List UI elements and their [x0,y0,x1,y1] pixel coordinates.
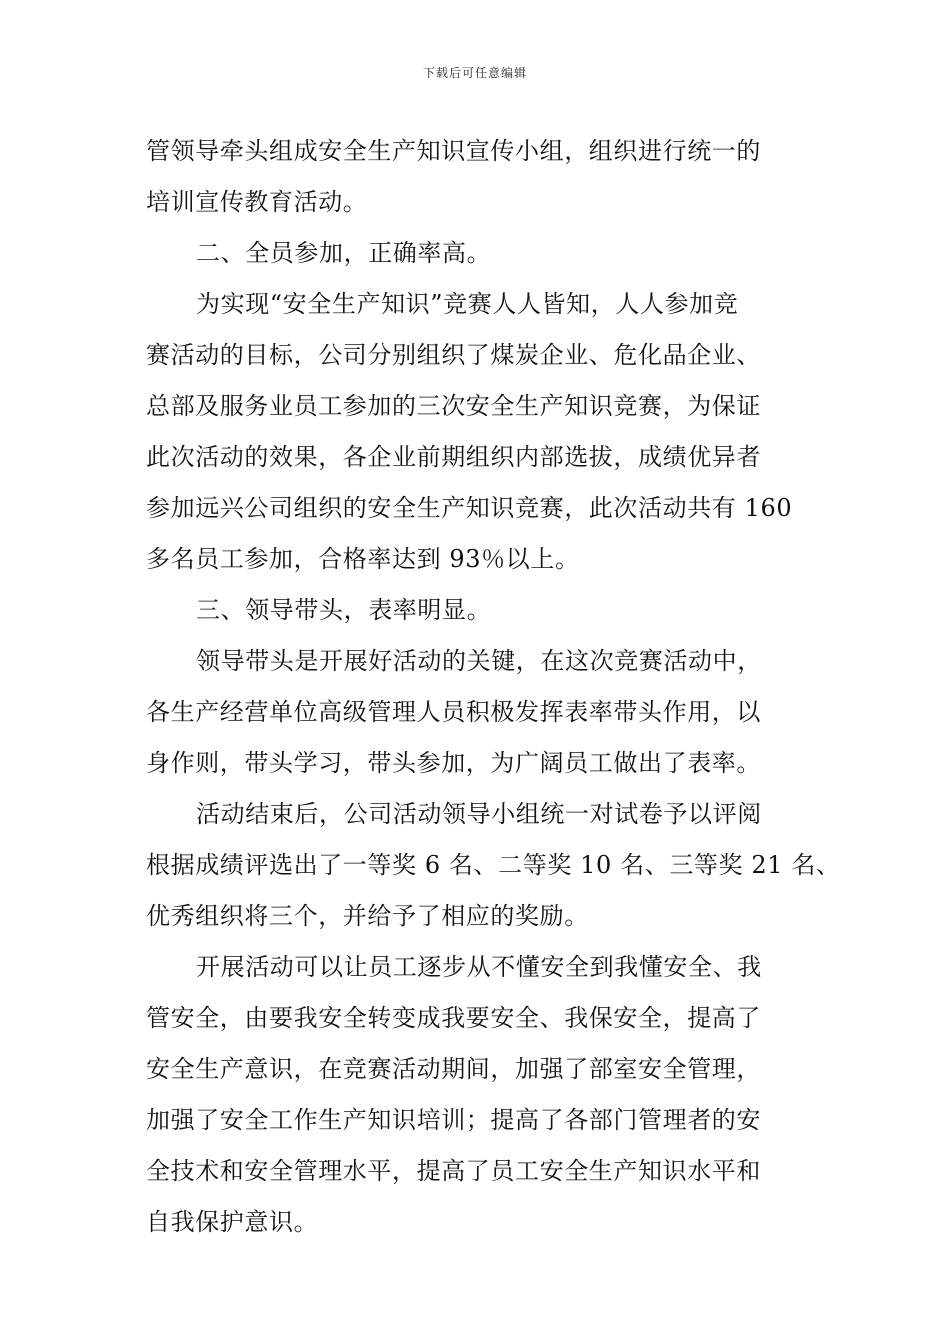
text-line: 根据成绩评选出了一等奖 6 名、二等奖 10 名、三等奖 21 名、 [146,851,841,879]
text-line: 安全生产意识，在竞赛活动期间，加强了部室安全管理， [146,1055,761,1083]
document-body [146,126,841,1248]
text-line: 身作则，带头学习，带头参加，为广阔员工做出了表率。 [146,749,761,777]
text-line: 为实现“安全生产知识”竞赛人人皆知，人人参加竞 [196,290,739,318]
section-heading-3 [146,585,836,636]
text-line: 培训宣传教育活动。 [146,188,368,216]
text-line: 二、全员参加，正确率高。 [196,239,492,267]
text-line: 此次活动的效果，各企业前期组织内部选拔，成绩优异者 [146,443,761,471]
section-heading-2 [146,228,836,279]
page-header: 下载后可任意编辑 [422,66,527,80]
text-line: 领导带头是开展好活动的关键，在这次竞赛活动中， [196,647,762,675]
text-line: 多名员工参加，合格率达到 93％以上。 [146,545,580,573]
text-line: 赛活动的目标，公司分别组织了煤炭企业、危化品企业、 [146,341,761,369]
text-line: 活动结束后，公司活动领导小组统一对试卷予以评阅 [196,800,762,828]
text-line: 管安全，由要我安全转变成我要安全、我保安全，提高了 [146,1004,761,1032]
text-line: 自我保护意识。 [146,1208,319,1236]
paragraph [146,942,836,1248]
paragraph [146,126,836,228]
text-line: 各生产经营单位高级管理人员积极发挥表率带头作用，以 [146,698,761,726]
paragraph [146,279,836,585]
text-line: 总部及服务业员工参加的三次安全生产知识竞赛，为保证 [146,392,761,420]
paragraph [146,789,841,942]
paragraph [146,636,836,789]
text-line: 优秀组织将三个，并给予了相应的奖励。 [146,902,589,930]
text-line: 开展活动可以让员工逐步从不懂安全到我懂安全、我 [196,953,762,981]
text-line: 参加远兴公司组织的安全生产知识竞赛，此次活动共有 160 [146,494,793,522]
text-line: 加强了安全工作生产知识培训；提高了各部门管理者的安 [146,1106,761,1134]
text-line: 三、领导带头，表率明显。 [196,596,492,624]
text-line: 管领导牵头组成安全生产知识宣传小组，组织进行统一的 [146,137,761,165]
text-line: 全技术和安全管理水平，提高了员工安全生产知识水平和 [146,1157,761,1185]
